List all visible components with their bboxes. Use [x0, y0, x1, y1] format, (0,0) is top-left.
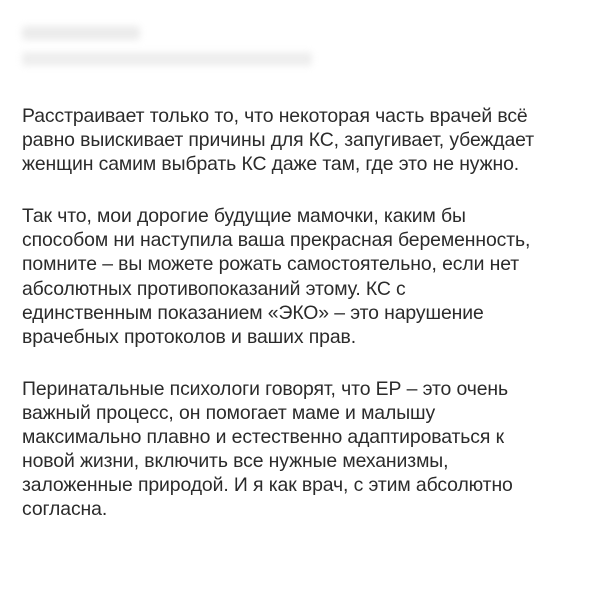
blurred-header [22, 26, 342, 72]
blurred-header-line [22, 52, 312, 66]
blurred-header-line [22, 26, 140, 40]
article-body [22, 104, 587, 549]
paragraph-2: Так что, мои дорогие будущие мамочки, каким бы способом ни наступила ваша прекрасная беременность, помните – вы можете рожать самостоятельно, если нет абсолютных противопоказаний этому. КС с единственным показанием «ЭКО» – это нарушение врачебных протоколов и ваших прав. [22, 205, 531, 348]
paragraph-1: Расстраивает только то, что некоторая часть врачей всё равно выискивает причины для КС, запугивает, убеждает женщин самим выбрать КС даже там, где это не нужно. [22, 105, 535, 176]
paragraph-3: Перинатальные психологи говорят, что ЕР – это очень важный процесс, он помогает маме и малышу максимально плавно и естественно адаптироваться к новой жизни, включить все нужные механизмы, заложенные природой. И я как врач, с этим абсолютно согласна. [22, 377, 513, 521]
